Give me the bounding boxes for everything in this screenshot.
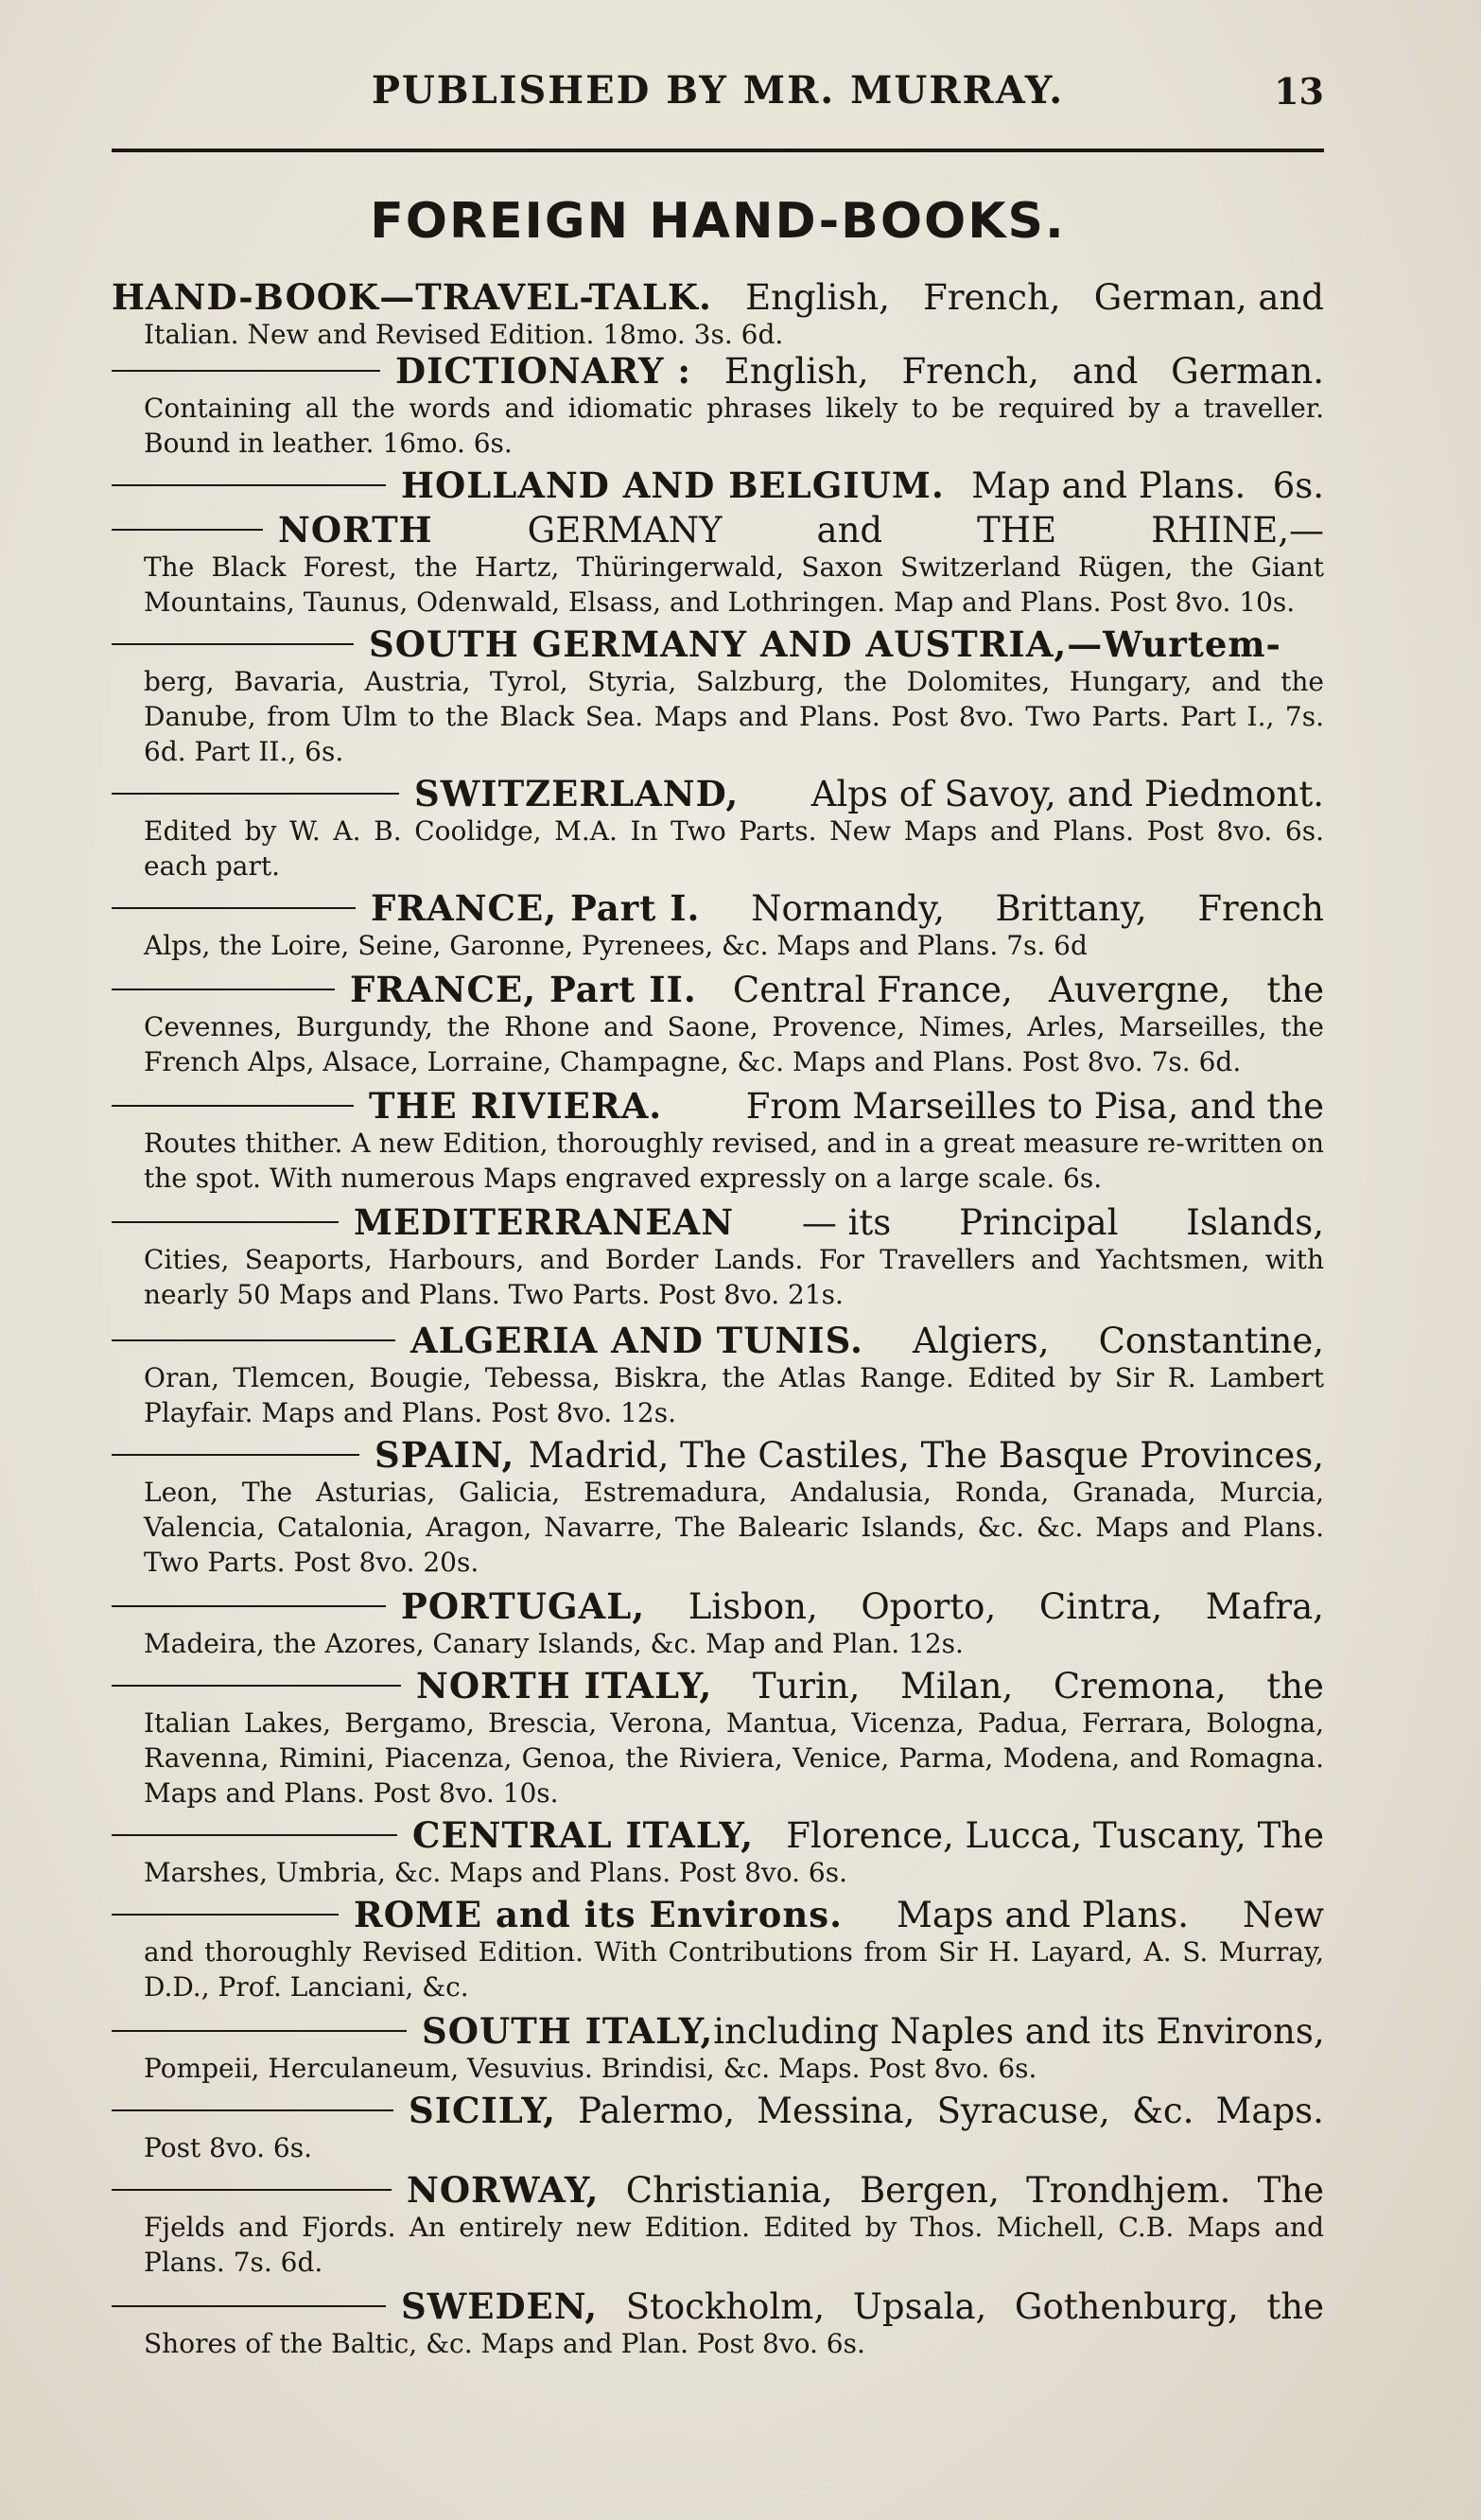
page-number: 13	[1274, 70, 1324, 113]
ditto-leader-rule	[112, 1604, 386, 1607]
handbook-entry	[112, 352, 1324, 461]
entry-description: Alps, the Loire, Seine, Garonne, Pyrenees, &c. Maps and Plans. 7s. 6d	[144, 930, 1088, 961]
heading-words	[409, 2091, 1324, 2130]
handbook-entry	[112, 466, 1324, 505]
heading-word: Syracuse,	[936, 2091, 1110, 2131]
entry-description: Containing all the words and idiomatic phrases likely to be required by a traveller. Bound in leather. 16mo. 6s.	[144, 393, 1324, 459]
heading-word: RHINE,—	[1151, 510, 1324, 551]
heading-word: Trondhjem.	[1026, 2170, 1231, 2211]
entry-description: Shores of the Baltic, &c. Maps and Plan. Post 8vo. 6s.	[144, 2328, 865, 2359]
heading-word: New	[1243, 1895, 1324, 1935]
heading-words	[350, 971, 1324, 1009]
handbook-entry	[112, 2091, 1324, 2165]
heading-word: Upsala,	[852, 2286, 987, 2327]
handbook-title: MEDITERRANEAN	[354, 1201, 735, 1243]
heading-word: Maps.	[1215, 2091, 1324, 2131]
ditto-leader-rule	[112, 2109, 393, 2111]
heading-word: French,	[901, 351, 1039, 392]
entry-heading	[112, 278, 1324, 317]
handbook-title: NORWAY,	[407, 2169, 600, 2211]
handbook-title: PORTUGAL,	[401, 1585, 646, 1627]
handbook-title: FRANCE, Part II.	[350, 969, 697, 1010]
heading-words	[369, 625, 1324, 664]
entry-heading	[112, 2287, 1324, 2326]
handbook-entry	[112, 1321, 1324, 1430]
heading-word: Christiania,	[625, 2170, 833, 2211]
heading-word: and	[816, 510, 883, 551]
heading-word: Turin,	[752, 1666, 861, 1706]
ditto-leader-rule	[112, 1833, 397, 1836]
heading-word: Brittany,	[995, 888, 1147, 929]
heading-word: Map and Plans.	[971, 465, 1246, 506]
entry-heading	[112, 1896, 1324, 1934]
section-title: FOREIGN HAND-BOOKS.	[370, 193, 1066, 250]
heading-word: English,	[723, 351, 869, 392]
entry-heading	[112, 1321, 1324, 1360]
entry-description: Cevennes, Burgundy, the Rhone and Saone, Provence, Nimes, Arles, Marseilles, the French Alps, Alsace, Lorraine, Champagne, &c. Maps and Plans. Post 8vo. 7s. 6d.	[144, 1011, 1324, 1077]
handbook-entry	[112, 1087, 1324, 1196]
heading-word: From Marseilles to Pisa, and the	[745, 1086, 1324, 1127]
entry-heading	[112, 1667, 1324, 1706]
heading-word: and	[1072, 351, 1139, 392]
heading-word: Gothenburg,	[1014, 2286, 1239, 2327]
entry-heading	[112, 1587, 1324, 1626]
handbook-title: SICILY,	[409, 2090, 556, 2131]
heading-word: Florence, Lucca, Tuscany, The	[786, 1815, 1324, 1856]
handbook-title: ALGERIA AND TUNIS.	[410, 1320, 863, 1361]
heading-word: The	[1257, 2170, 1324, 2211]
entry-heading	[112, 889, 1324, 928]
heading-word: Stockholm,	[625, 2286, 826, 2327]
entry-heading	[112, 511, 1324, 550]
ditto-leader-rule	[112, 988, 335, 990]
entry-description: Leon, The Asturias, Galicia, Estremadura, Andalusia, Ronda, Granada, Murcia, Valencia, Catalonia, Aragon, Navarre, The Balearic Islands, &c. &c. Maps and Plans. Two Parts. Post 8vo. 20s.	[144, 1477, 1324, 1578]
entry-description: The Black Forest, the Hartz, Thüringerwald, Saxon Switzerland Rügen, the Giant Mountains, Taunus, Odenwald, Elsass, and Lothringen. Map and Plans. Post 8vo. 10s.	[144, 551, 1324, 618]
handbook-entry	[112, 971, 1324, 1079]
handbook-title: DICTIONARY :	[395, 350, 692, 392]
heading-word: Normandy,	[751, 888, 945, 929]
heading-word: Lisbon,	[688, 1586, 818, 1627]
ditto-leader-rule	[112, 2188, 392, 2191]
handbook-title: SOUTH ITALY,	[422, 2010, 714, 2052]
entry-description: Oran, Tlemcen, Bougie, Tebessa, Biskra, the Atlas Range. Edited by Sir R. Lambert Playfair. Maps and Plans. Post 8vo. 12s.	[144, 1362, 1324, 1428]
heading-word: French	[1197, 888, 1324, 929]
entry-description: Italian Lakes, Bergamo, Brescia, Verona, Mantua, Vicenza, Padua, Ferrara, Bologna, Ravenna, Rimini, Piacenza, Genoa, the Riviera, Venice, Parma, Modena, and Romagna. Maps and Plans. Post 8vo. 10s.	[144, 1707, 1324, 1809]
ditto-leader-rule	[112, 2029, 407, 2032]
heading-word: GERMANY	[527, 510, 723, 551]
entry-description: berg, Bavaria, Austria, Tyrol, Styria, Salzburg, the Dolomites, Hungary, and the Danube, from Ulm to the Black Sea. Maps and Plans. Post 8vo. Two Parts. Part I., 7s. 6d. Part II., 6s.	[144, 666, 1324, 767]
entry-heading	[112, 971, 1324, 1009]
entry-heading	[112, 466, 1324, 505]
entry-description: Marshes, Umbria, &c. Maps and Plans. Post 8vo. 6s.	[144, 1857, 847, 1888]
heading-words	[278, 511, 1324, 550]
entry-description: Madeira, the Azores, Canary Islands, &c. Map and Plan. 12s.	[144, 1628, 964, 1659]
handbook-entry	[112, 511, 1324, 620]
entry-description: and thoroughly Revised Edition. With Contributions from Sir H. Layard, A. S. Murray, D.D., Prof. Lanciani, &c.	[144, 1936, 1324, 2003]
handbook-entry	[112, 2012, 1324, 2086]
handbook-title: CENTRAL ITALY,	[412, 1814, 755, 1856]
heading-words	[375, 1436, 1324, 1475]
entry-heading	[112, 1203, 1324, 1242]
handbook-title: SWEDEN,	[401, 2285, 599, 2327]
heading-words	[401, 2287, 1324, 2326]
entry-heading	[112, 2012, 1324, 2051]
handbook-entry	[112, 1667, 1324, 1811]
handbook-entry	[112, 2171, 1324, 2280]
ditto-leader-rule	[112, 528, 263, 531]
ditto-leader-rule	[112, 792, 399, 795]
header-rule	[112, 149, 1324, 152]
entry-heading	[112, 1436, 1324, 1475]
entry-heading	[112, 2171, 1324, 2210]
handbook-title: SPAIN,	[375, 1434, 515, 1476]
heading-words	[414, 775, 1324, 814]
entry-description: Pompeii, Herculaneum, Vesuvius. Brindisi, &c. Maps. Post 8vo. 6s.	[144, 2053, 1037, 2084]
heading-word: Islands,	[1186, 1202, 1324, 1243]
heading-word: THE	[977, 510, 1057, 551]
heading-words	[112, 278, 1324, 317]
heading-words	[371, 889, 1324, 928]
heading-word: Bergen,	[859, 2170, 1000, 2211]
entry-description: Cities, Seaports, Harbours, and Border Lands. For Travellers and Yachtsmen, with nearly 50 Maps and Plans. Two Parts. Post 8vo. 21s.	[144, 1244, 1324, 1310]
heading-word: including Naples and its Environs,	[713, 2011, 1325, 2052]
heading-word: Oporto,	[861, 1586, 997, 1627]
heading-word: Principal	[959, 1202, 1119, 1243]
ditto-leader-rule	[112, 1104, 354, 1107]
heading-word: &c.	[1131, 2091, 1194, 2131]
ditto-leader-rule	[112, 369, 380, 372]
entry-heading	[112, 775, 1324, 814]
heading-word: Central France,	[732, 970, 1013, 1010]
heading-word: English,	[745, 277, 890, 318]
ditto-leader-rule	[112, 1684, 401, 1687]
handbook-title: SOUTH GERMANY AND AUSTRIA,—Wurtem-	[369, 623, 1281, 665]
heading-word: Alps of Savoy, and Piedmont.	[810, 774, 1324, 814]
handbook-title: NORTH ITALY,	[416, 1665, 713, 1706]
heading-words	[354, 1896, 1324, 1934]
running-title: PUBLISHED BY MR. MURRAY.	[371, 68, 1065, 113]
entry-heading	[112, 1816, 1324, 1855]
heading-words	[395, 352, 1324, 391]
heading-word: Cintra,	[1038, 1586, 1163, 1627]
handbook-title: THE RIVIERA.	[369, 1085, 663, 1127]
entry-description: Fjelds and Fjords. An entirely new Edition. Edited by Thos. Michell, C.B. Maps and Plans. 7s. 6d.	[144, 2212, 1324, 2278]
handbook-entry	[112, 1436, 1324, 1580]
handbook-title: ROME and its Environs.	[354, 1894, 843, 1935]
handbook-title: FRANCE, Part I.	[371, 887, 701, 929]
heading-word: the	[1266, 2286, 1324, 2327]
heading-word: French,	[923, 277, 1061, 318]
heading-word: Palermo,	[578, 2091, 735, 2131]
heading-word: Auvergne,	[1048, 970, 1231, 1010]
heading-word: German, and	[1093, 277, 1324, 318]
handbook-title: SWITZERLAND,	[414, 773, 740, 814]
handbook-entry	[112, 1896, 1324, 2004]
ditto-leader-rule	[112, 1913, 339, 1916]
entry-heading	[112, 352, 1324, 391]
handbook-entry	[112, 1203, 1324, 1312]
entry-description: Post 8vo. 6s.	[144, 2132, 312, 2163]
ditto-leader-rule	[112, 906, 356, 909]
handbook-title: HAND-BOOK—TRAVEL-TALK.	[112, 276, 712, 318]
heading-words	[369, 1087, 1324, 1126]
handbook-entry	[112, 625, 1324, 769]
handbook-entry	[112, 889, 1324, 963]
heading-word: Maps and Plans.	[896, 1895, 1190, 1935]
heading-word: 6s.	[1272, 465, 1324, 506]
heading-words	[407, 2171, 1324, 2210]
ditto-leader-rule	[112, 1339, 395, 1341]
entry-description: Edited by W. A. B. Coolidge, M.A. In Two Parts. New Maps and Plans. Post 8vo. 6s. each part.	[144, 815, 1324, 882]
ditto-leader-rule	[112, 2304, 386, 2307]
ditto-leader-rule	[112, 483, 386, 486]
heading-words	[410, 1321, 1324, 1360]
handbook-entry	[112, 278, 1324, 352]
heading-words	[416, 1667, 1324, 1706]
handbook-entry	[112, 2287, 1324, 2361]
heading-word: Constantine,	[1098, 1321, 1324, 1361]
heading-word: Madrid, The Castiles, The Basque Provinces,	[528, 1435, 1324, 1476]
heading-word: German.	[1171, 351, 1324, 392]
handbook-title: HOLLAND AND BELGIUM.	[401, 464, 945, 506]
handbook-title: NORTH	[278, 509, 433, 551]
handbook-entry	[112, 775, 1324, 884]
entry-heading	[112, 2091, 1324, 2130]
heading-word: Algiers,	[913, 1321, 1050, 1361]
ditto-leader-rule	[112, 642, 354, 645]
heading-word: Messina,	[757, 2091, 915, 2131]
heading-words	[354, 1203, 1324, 1242]
heading-words	[401, 466, 1324, 505]
handbook-entry	[112, 1587, 1324, 1661]
handbook-list	[112, 278, 1324, 2361]
page-header	[112, 68, 1324, 125]
entry-heading	[112, 625, 1324, 664]
ditto-leader-rule	[112, 1453, 359, 1456]
heading-words	[422, 2012, 1325, 2051]
heading-word: Cremona,	[1053, 1666, 1227, 1706]
heading-word: the	[1266, 970, 1324, 1010]
entry-description: Routes thither. A new Edition, thoroughly revised, and in a great measure re-written on the spot. With numerous Maps engraved expressly on a large scale. 6s.	[144, 1128, 1324, 1194]
heading-word: — its	[801, 1202, 892, 1243]
heading-word: the	[1266, 1666, 1324, 1706]
heading-words	[412, 1816, 1324, 1855]
heading-word: Milan,	[900, 1666, 1014, 1706]
heading-words	[401, 1587, 1324, 1626]
handbook-entry	[112, 1816, 1324, 1890]
ditto-leader-rule	[112, 1220, 339, 1223]
heading-word: Mafra,	[1205, 1586, 1324, 1627]
entry-heading	[112, 1087, 1324, 1126]
entry-description: Italian. New and Revised Edition. 18mo. 3s. 6d.	[144, 319, 784, 350]
